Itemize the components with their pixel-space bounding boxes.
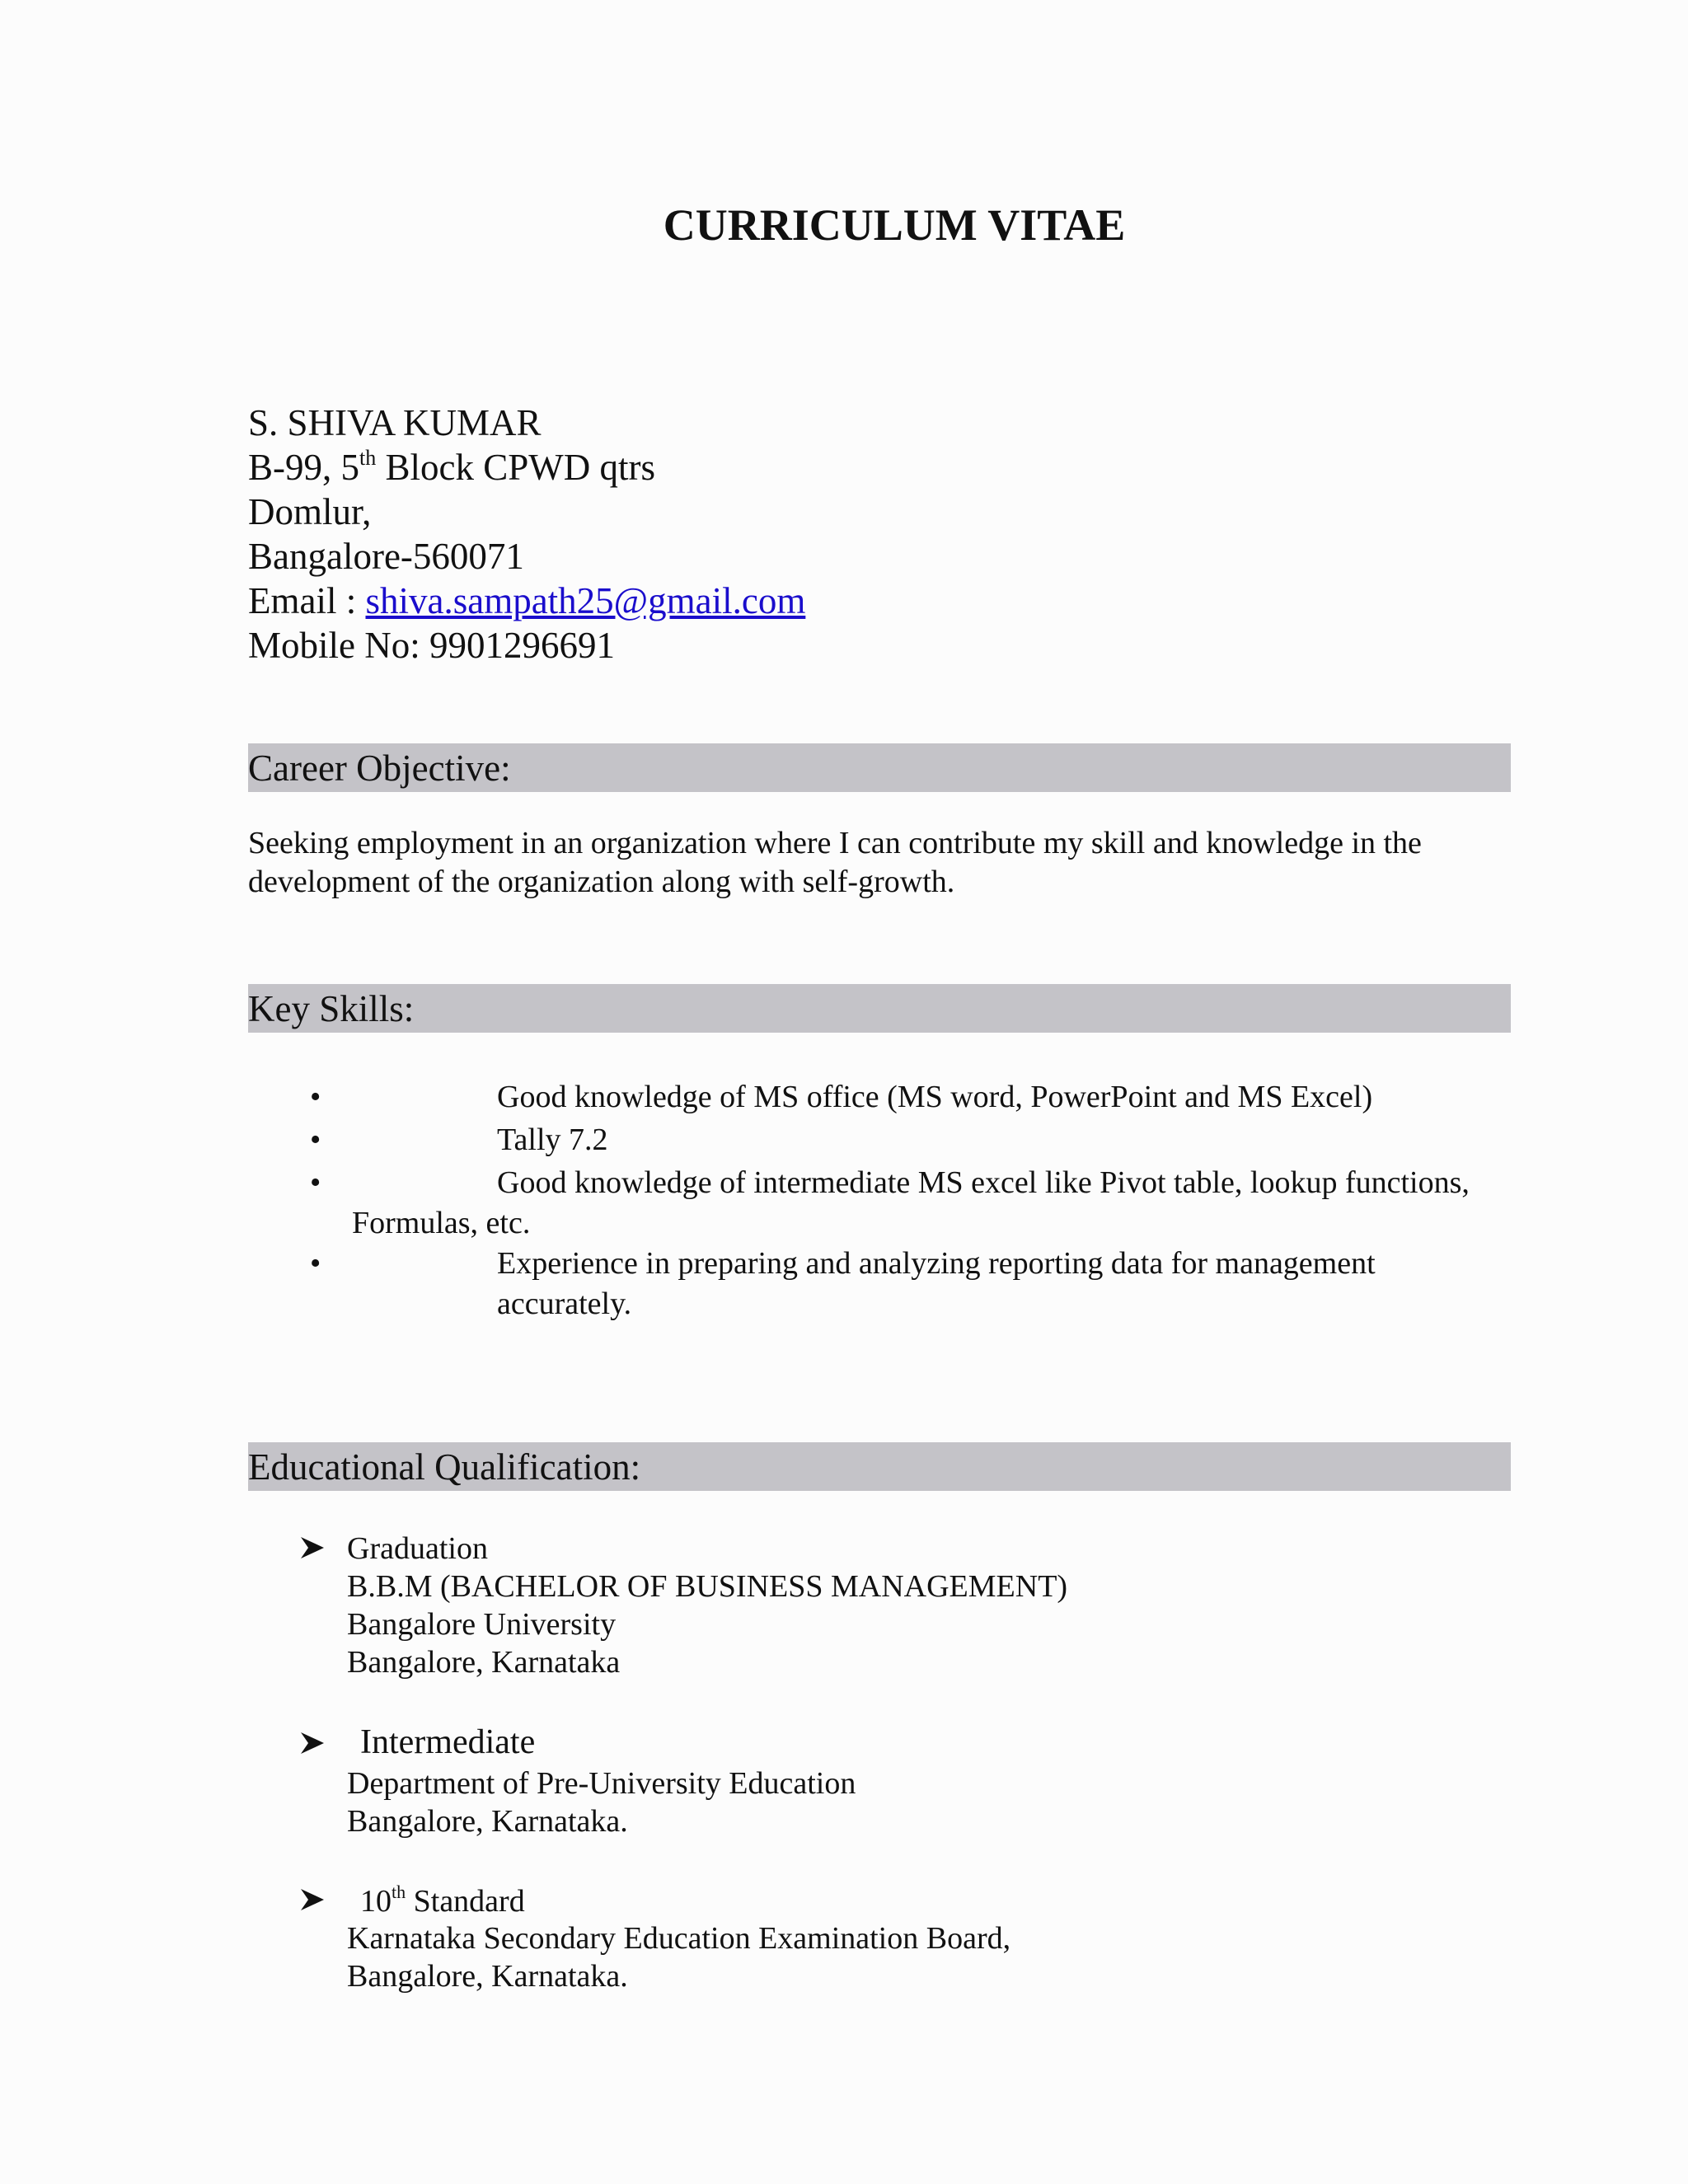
arrow-bullet-icon: [298, 1729, 326, 1757]
address-prefix: B-99, 5: [248, 447, 359, 488]
education-detail: Bangalore University: [347, 1607, 617, 1642]
education-heading: Educational Qualification:: [248, 1446, 641, 1488]
skill-item: Tally 7.2: [497, 1122, 608, 1157]
career-objective-heading: Career Objective:: [248, 748, 511, 789]
arrow-bullet-icon: [298, 1534, 326, 1562]
bullet-dot-icon: •: [310, 1122, 321, 1157]
education-detail: B.B.M (BACHELOR OF BUSINESS MANAGEMENT): [347, 1569, 1068, 1604]
mobile-line: Mobile No: 9901296691: [248, 625, 615, 666]
career-objective-text: [248, 824, 1517, 902]
bullet-dot-icon: •: [310, 1165, 321, 1200]
education-level: Graduation: [347, 1531, 488, 1566]
education-detail: Bangalore, Karnataka.: [347, 1804, 628, 1839]
skill-item: Good knowledge of intermediate MS excel like Pivot table, lookup functions,: [497, 1165, 1470, 1200]
level-sup: th: [392, 1882, 406, 1902]
skill-item: Good knowledge of MS office (MS word, PowerPoint and MS Excel): [497, 1080, 1373, 1114]
bullet-dot-icon: •: [310, 1080, 321, 1114]
level-suffix: Standard: [406, 1884, 525, 1919]
address-line: [248, 445, 805, 490]
education-detail: Karnataka Secondary Education Examination Board,: [347, 1921, 1011, 1956]
email-line: [248, 579, 805, 623]
locality-line: Domlur,: [248, 491, 372, 532]
skill-item-wrap: Formulas, etc.: [352, 1206, 531, 1240]
address-sup: th: [359, 446, 377, 470]
key-skills-header: [248, 984, 1511, 1033]
email-label: Email :: [248, 580, 366, 621]
email-link[interactable]: shiva.sampath25@gmail.com: [365, 580, 806, 621]
page-title: CURRICULUM VITAE: [663, 200, 1126, 250]
education-detail: Bangalore, Karnataka.: [347, 1959, 628, 1994]
skill-item-continuation: accurately.: [497, 1286, 632, 1321]
objective-line-2: development of the organization along with self-growth.: [248, 865, 955, 899]
city-line: Bangalore-560071: [248, 536, 524, 577]
candidate-name: S. SHIVA KUMAR: [248, 402, 542, 443]
skill-item: Experience in preparing and analyzing reporting data for management: [497, 1246, 1376, 1281]
contact-block: [248, 401, 805, 668]
education-detail: Bangalore, Karnataka: [347, 1645, 621, 1680]
education-level: Intermediate: [360, 1723, 536, 1761]
education-header: [248, 1442, 1511, 1491]
arrow-bullet-icon: [298, 1886, 326, 1914]
key-skills-heading: Key Skills:: [248, 988, 415, 1029]
address-suffix: Block CPWD qtrs: [376, 447, 655, 488]
education-detail: Department of Pre-University Education: [347, 1766, 856, 1801]
education-level: [360, 1882, 525, 1920]
objective-line-1: Seeking employment in an organization where I can contribute my skill and knowledge in the: [248, 826, 1422, 860]
career-objective-header: [248, 743, 1511, 792]
bullet-dot-icon: •: [310, 1246, 321, 1281]
level-prefix: 10: [360, 1884, 392, 1919]
